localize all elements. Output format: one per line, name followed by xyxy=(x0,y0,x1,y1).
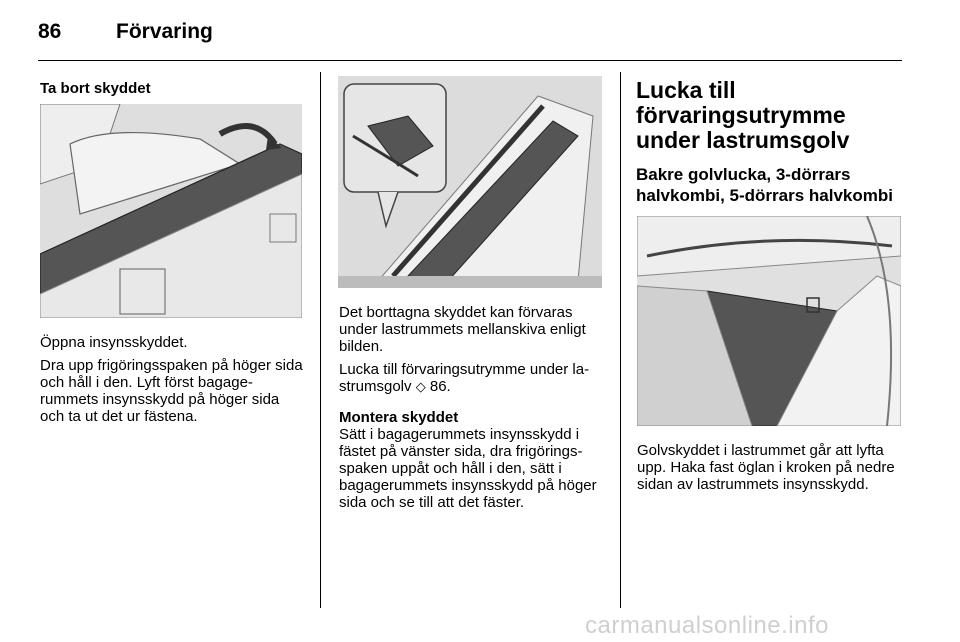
cross-reference-page: 86. xyxy=(429,378,451,395)
paragraph-floor-cover: Golvskyddet i lastrummet går att lyfta upp. Haka fast öglan i kroken på nedre sidan av lastrummets insynsskydd. xyxy=(637,442,895,493)
cross-reference-text: Lucka till förvaringsutrymme under lastrumsgolv xyxy=(339,361,590,395)
section-heading-mount-cover: Montera skyddet xyxy=(339,409,459,426)
paragraph-release-lever: Dra upp frigöringsspaken på höger sida och håll i den. Lyft först bagagerummets insynsskydd på höger sida och ta ut det ur fästena. xyxy=(40,357,303,425)
left-column-body xyxy=(40,334,306,431)
column-divider-2 xyxy=(620,72,621,608)
paragraph-mount-instructions: Sätt i bagagerummets insynsskydd i fästet på vänster sida, dra frigöringsspaken uppåt och håll i den, sätt i bagagerummets insynsskydd på höger sida och se till att det fäster. xyxy=(339,426,597,511)
figure-floor-cover xyxy=(637,216,901,426)
left-column xyxy=(40,80,306,97)
paragraph-open-cover: Öppna insynsskyddet. xyxy=(40,334,188,351)
subsection-title-rear-floor-cover: Bakre golvlucka, 3-dörrars halvkombi, 5-dörrars halvkombi xyxy=(636,165,893,205)
watermark: carmanualsonline.info xyxy=(585,612,829,639)
section-title-storage-compartment: Lucka till förvaringsutrymme under lastrumsgolv xyxy=(636,77,850,153)
paragraph-cross-reference xyxy=(339,361,607,395)
figure-remove-cover xyxy=(40,104,302,318)
page-number: 86 xyxy=(38,20,62,43)
middle-column-body xyxy=(339,304,607,517)
paragraph-storage: Det borttagna skyddet kan förvaras under lastrummets mellanskiva enligt bilden. xyxy=(339,304,586,355)
right-column-body xyxy=(637,442,907,499)
figure-stored-cover xyxy=(338,76,602,288)
header-rule xyxy=(38,60,902,61)
page-reference-icon: ◇ xyxy=(415,379,426,394)
column-divider-1 xyxy=(320,72,321,608)
section-heading-remove-cover: Ta bort skyddet xyxy=(40,80,151,97)
page-title: Förvaring xyxy=(116,20,213,43)
